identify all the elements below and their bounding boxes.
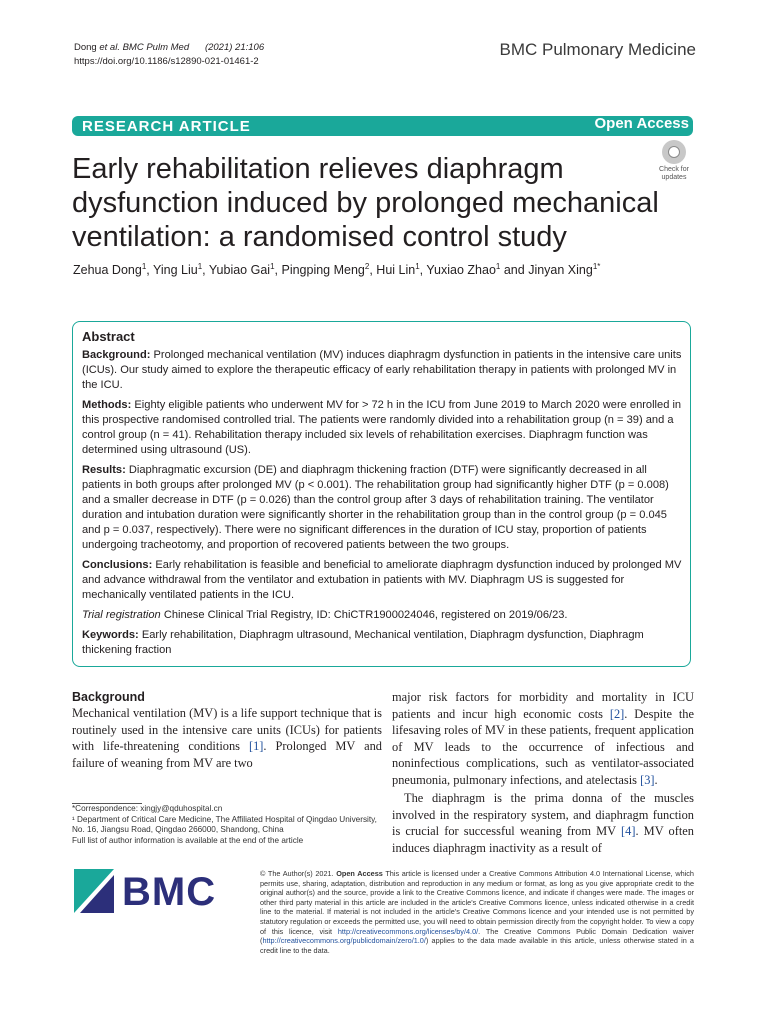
author-name[interactable]: Pingping Meng bbox=[281, 263, 365, 278]
affiliation-note: ¹ Department of Critical Care Medicine, The Affiliated Hospital of Qingdao University, No. 16, Jiangsu Road, Qingdao 266000, Shandong, China bbox=[72, 814, 377, 834]
author-name[interactable]: Hui Lin bbox=[376, 263, 416, 278]
author-name[interactable]: Jinyan Xing bbox=[528, 263, 593, 278]
citation-journal: et al. BMC Pulm Med bbox=[99, 42, 190, 53]
bmc-logo bbox=[74, 869, 217, 915]
check-for-updates-button[interactable] bbox=[652, 140, 696, 182]
citation-link[interactable]: [1] bbox=[248, 739, 264, 753]
check-updates-line1: Check for bbox=[659, 166, 689, 173]
footnotes bbox=[72, 804, 382, 846]
citation-link[interactable]: [3] bbox=[640, 772, 655, 787]
abstract-trial-registration bbox=[82, 608, 682, 623]
journal-name: BMC Pulmonary Medicine bbox=[499, 40, 696, 59]
abstract-methods-text: Eighty eligible patients who underwent MV for > 72 h in the ICU from June 2019 to March 2020 were enrolled in this prospective randomised controlled trial. The patients were randomly divided into a rehabilitation group (n = 39) and a control group (n = 41). Rehabilitation therapy included six levels of rehabilitation exercises. Diaphragm function was determined using ultrasound (US). bbox=[82, 399, 682, 456]
doi-link[interactable]: https://doi.org/10.1186/s12890-021-01461-2 bbox=[74, 56, 259, 67]
author-name[interactable]: Yubiao Gai bbox=[208, 263, 271, 278]
author-info-note: Full list of author information is available at the end of the article bbox=[72, 835, 304, 845]
abstract-methods bbox=[82, 398, 682, 458]
body-text: . Prolonged MV and failure of weaning from MV are two bbox=[72, 739, 382, 770]
citation-year: (2021) 21:106 bbox=[204, 42, 265, 53]
article-title: Early rehabilitation relieves diaphragm dysfunction induced by prolonged mechanical ventilation: a randomised control study bbox=[72, 153, 659, 253]
abstract-results-text: Diaphragmatic excursion (DE) and diaphragm thickening fraction (DTF) were significantly decreased in all patients in both groups after prolonged MV (p < 0.001). The rehabilitation group had significantly higher DTF (p = 0.008) and a smaller decrease in DTF (p = 0.026) than the control group after 3 days of rehabilitation training. The ventilator duration and intubation duration were significantly shorter in the rehabilitation group than in the control group (p = 0.045 and p = 0.037, respectively). There were no significant differences in the duration of ICU stay, proportion of patients undergoing tracheotomy, and proportion of recovered patients between the two groups. bbox=[82, 464, 669, 551]
abstract-trial-text: Chinese Clinical Trial Registry, ID: ChiCTR1900024046, registered on 2019/06/23. bbox=[163, 609, 568, 621]
body-right-column bbox=[392, 689, 694, 856]
body-paragraph bbox=[72, 705, 382, 771]
abstract-background bbox=[82, 348, 682, 393]
body-text: . bbox=[654, 772, 658, 787]
section-heading-background: Background bbox=[72, 690, 145, 704]
license-prefix: © The Author(s) 2021. bbox=[260, 869, 334, 878]
abstract-conclusions-label: Conclusions: bbox=[82, 559, 153, 571]
author-name[interactable]: Zehua Dong bbox=[73, 263, 142, 278]
body-text: . MV often induces diaphragm inactivity as a result of bbox=[392, 824, 694, 855]
license-open-access: Open Access bbox=[336, 869, 383, 878]
author-affiliation: 1 bbox=[141, 262, 147, 271]
abstract-conclusions bbox=[82, 558, 682, 603]
abstract-background-text: Prolonged mechanical ventilation (MV) induces diaphragm dysfunction in patients in the intensive care units (ICUs). Our study aimed to explore the therapeutic efficacy of early rehabilitation therapy in patients with prolonged MV in the ICU. bbox=[82, 349, 682, 391]
bmc-logo-text: BMC bbox=[122, 870, 217, 914]
author-name[interactable]: Ying Liu bbox=[153, 263, 198, 278]
abstract-box bbox=[72, 321, 691, 667]
license-text: ) applies to the data made available in this article, unless otherwise stated in a credit line to the data. bbox=[260, 936, 694, 955]
article-type-banner bbox=[72, 116, 693, 136]
citation-link[interactable]: [4] bbox=[621, 824, 636, 838]
body-text: major risk factors for morbidity and mortality in ICU patients and incur high economic costs bbox=[392, 690, 694, 721]
license-notice bbox=[260, 869, 694, 955]
author-affiliation: 1 bbox=[270, 262, 275, 271]
abstract-results bbox=[82, 463, 682, 553]
citation-link[interactable]: [2] bbox=[609, 706, 625, 721]
license-link[interactable]: http://creativecommons.org/licenses/by/4.0/ bbox=[337, 926, 479, 936]
authors-and: and bbox=[503, 263, 525, 278]
abstract-heading: Abstract bbox=[82, 329, 135, 344]
author-affiliation: 1 bbox=[415, 262, 420, 271]
bmc-logo-mark-icon bbox=[74, 869, 114, 913]
abstract-keywords-text: Early rehabilitation, Diaphragm ultrasound, Mechanical ventilation, Diaphragm dysfunction, Diaphragm thickening fraction bbox=[82, 629, 644, 656]
citation-header bbox=[74, 41, 264, 69]
open-access-label: Open Access bbox=[594, 115, 689, 132]
author-name[interactable]: Yuxiao Zhao bbox=[426, 263, 496, 278]
author-affiliation: 1 bbox=[495, 262, 501, 271]
check-updates-line2: updates bbox=[661, 174, 687, 181]
license-text: This article is licensed under a Creative Commons Attribution 4.0 International License, which permits use, sharing, adaptation, distribution and reproduction in any medium or format, as long as you give appropriate credit to the original author(s) and the source, provide a link to the Creative Commons licence, and indicate if changes were made. The images or other third party material in this article are included in the article's Creative Commons licence, unless indicated otherwise in a credit line to the material. If material is not included in the article's Creative Commons licence and your intended use is not permitted by statutory regulation or exceeds the permitted use, you will need to obtain permission directly from the copyright holder. To view a copy of this licence, visit bbox=[260, 869, 694, 936]
abstract-methods-label: Methods: bbox=[82, 399, 132, 411]
abstract-keywords-label: Keywords: bbox=[82, 629, 139, 641]
license-waiver-link[interactable]: http://creativecommons.org/publicdomain/zero/1.0/ bbox=[262, 936, 426, 946]
abstract-background-label: Background: bbox=[82, 349, 151, 361]
article-type-label: RESEARCH ARTICLE bbox=[82, 118, 251, 135]
abstract-results-label: Results: bbox=[82, 464, 126, 476]
check-updates-icon bbox=[662, 140, 686, 164]
body-paragraph bbox=[392, 689, 694, 788]
author-list: Zehua Dong$^1$, Ying Liu$^1$, Yubiao Gai$^1$, Pingping Meng$^2$, Hui Lin$^1$, Yuxiao Zhao$^1$ and Jinyan Xing$^{1*}$ bbox=[73, 262, 601, 278]
correspondence-note: *Correspondence: xingjy@qduhospital.cn bbox=[72, 804, 223, 813]
body-left-column bbox=[72, 689, 382, 771]
citation-authors: Dong bbox=[74, 42, 100, 53]
license-text: . The Creative Commons Public Domain Dedication waiver ( bbox=[260, 926, 694, 946]
abstract-keywords bbox=[82, 628, 682, 658]
abstract-conclusions-text: Early rehabilitation is feasible and beneficial to ameliorate diaphragm dysfunction induced by prolonged MV and advance withdrawal from the ventilator and extubation in patients with MV. Diaphragm US is suggested for mechanically ventilated patients in the ICU. bbox=[82, 559, 682, 601]
body-text: The diaphragm is the prima donna of the muscles involved in the respiratory system, and diaphragm function is crucial for successful weaning from MV bbox=[392, 791, 694, 838]
author-affiliation: 1* bbox=[592, 262, 601, 271]
body-text: . Despite the lifesaving roles of MV in these patients, frequent application of MV leads to the occurrence of infectious and noninfectious complications, such as ventilator-associated pneumonia, pulmonary infections, and atelectasis bbox=[392, 706, 694, 787]
author-affiliation: 2 bbox=[364, 262, 370, 271]
author-affiliation: 1 bbox=[197, 262, 203, 271]
abstract-trial-label: Trial registration bbox=[82, 609, 161, 621]
body-paragraph bbox=[392, 790, 694, 856]
body-text: Mechanical ventilation (MV) is a life support technique that is routinely used in the intensive care units (ICUs) for patients with life-threatening conditions bbox=[72, 706, 382, 753]
